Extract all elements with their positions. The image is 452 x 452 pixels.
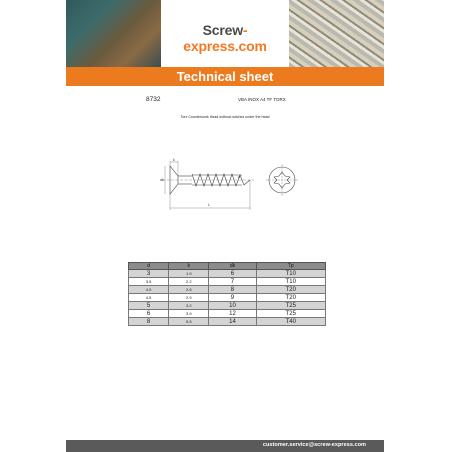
- label-dk: dk: [160, 178, 164, 182]
- product-reference: 8732: [146, 96, 161, 103]
- workshop-photo: [66, 0, 161, 67]
- cell-tp: T10: [256, 278, 326, 286]
- table-row: [129, 278, 326, 286]
- cell-tp: T25: [256, 302, 326, 310]
- cell-dk: 10: [209, 302, 256, 310]
- cell-tp: T25: [256, 310, 326, 318]
- cell-k: 3.9: [169, 310, 209, 318]
- label-L: L: [208, 203, 210, 207]
- screws-photo: [289, 0, 384, 67]
- cell-d: 5: [129, 302, 169, 310]
- label-k: k: [173, 158, 175, 162]
- table-row: [129, 286, 326, 294]
- support-email-link[interactable]: customer.service@screw-express.com: [262, 442, 366, 448]
- cell-dk: 14: [209, 318, 256, 326]
- label-d: d: [238, 175, 240, 179]
- cell-k: 5.5: [169, 318, 209, 326]
- cell-k: 3.2: [169, 302, 209, 310]
- table-row: [129, 318, 326, 326]
- cell-k: 2.2: [169, 278, 209, 286]
- col-header-k: k: [169, 263, 209, 270]
- header-banner: [66, 0, 384, 67]
- table-row: [129, 310, 326, 318]
- cell-dk: 7: [209, 278, 256, 286]
- col-header-dk: dk: [209, 263, 256, 270]
- cell-tp: T20: [256, 294, 326, 302]
- dimensions-table: [128, 262, 326, 326]
- cell-d: 4.0: [129, 286, 169, 294]
- cell-dk: 8: [209, 286, 256, 294]
- table-header-row: [129, 263, 326, 270]
- cell-k: 1.9: [169, 270, 209, 278]
- brand-logo: [161, 22, 289, 54]
- col-header-d: d: [129, 263, 169, 270]
- product-name: VBA INOX A4 TF TORX: [238, 97, 286, 102]
- table-row: [129, 302, 326, 310]
- footer-bar: [66, 440, 384, 452]
- brand-accent: -express.com: [183, 22, 267, 54]
- col-header-tp: Tp: [256, 263, 326, 270]
- cell-d: 8: [129, 318, 169, 326]
- cell-tp: T40: [256, 318, 326, 326]
- cell-tp: T20: [256, 286, 326, 294]
- cell-dk: 9: [209, 294, 256, 302]
- brand-area: [161, 0, 289, 67]
- cell-dk: 6: [209, 270, 256, 278]
- cell-d: 3: [129, 270, 169, 278]
- table-row: [129, 294, 326, 302]
- product-description: Torx Countersunk Head without notches under the head: [180, 115, 270, 119]
- cell-d: 4.5: [129, 294, 169, 302]
- cell-dk: 12: [209, 310, 256, 318]
- cell-k: 2.9: [169, 294, 209, 302]
- screw-technical-drawing: [158, 158, 302, 218]
- cell-d: 3.5: [129, 278, 169, 286]
- table-row: [129, 270, 326, 278]
- cell-d: 6: [129, 310, 169, 318]
- cell-k: 2.6: [169, 286, 209, 294]
- technical-sheet-page: [66, 0, 384, 452]
- brand-main: Screw: [202, 22, 243, 38]
- cell-tp: T10: [256, 270, 326, 278]
- page-title: Technical sheet: [66, 67, 384, 86]
